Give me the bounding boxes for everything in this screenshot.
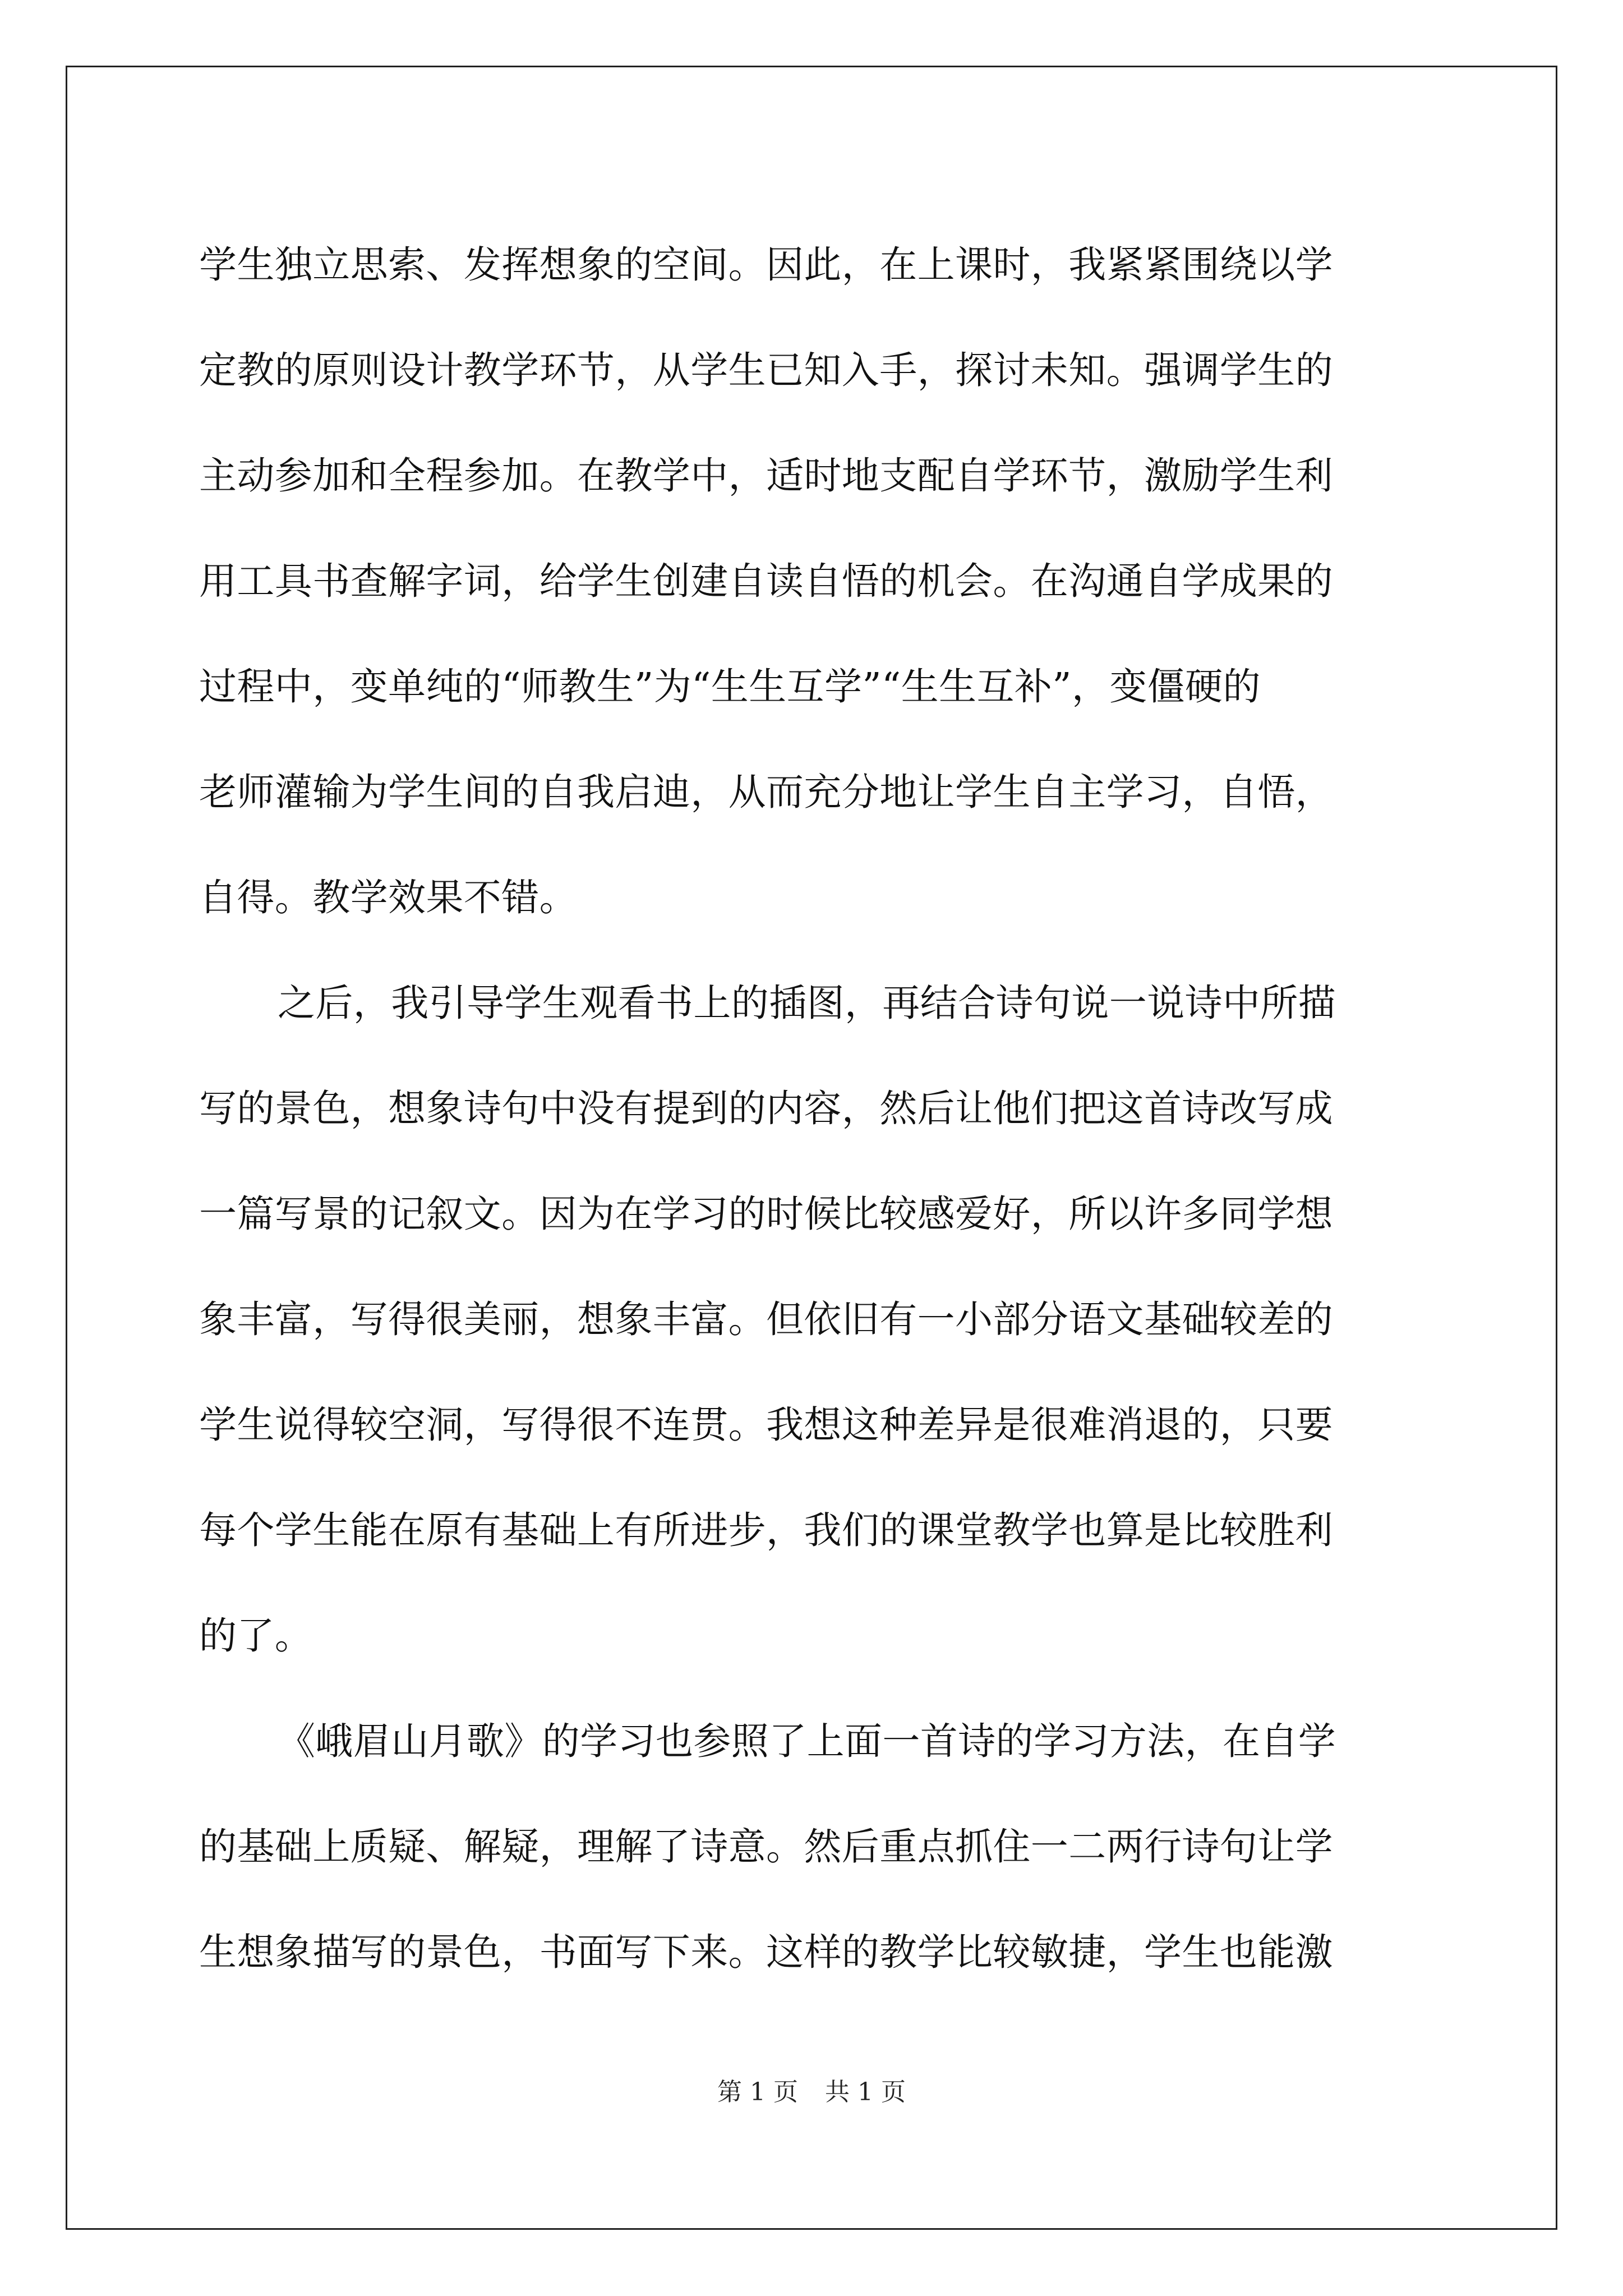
text-line: 每个学生能在原有基础上有所进步，我们的课堂教学也算是比较胜利 xyxy=(199,1508,1333,1552)
text-line: 生想象描写的景色，书面写下来。这样的教学比较敏捷，学生也能激 xyxy=(199,1930,1333,1974)
paragraph-first-line: 之后，我引导学生观看书上的插图，再结合诗句说一说诗中所描 xyxy=(278,981,1336,1025)
text-line: 用工具书查解字词，给学生创建自读自悟的机会。在沟通自学成果的 xyxy=(199,559,1333,603)
text-line: 老师灌输为学生间的自我启迪，从而充分地让学生自主学习，自悟， xyxy=(199,770,1333,814)
text-line: 自得。教学效果不错。 xyxy=(199,876,577,919)
text-line: 一篇写景的记叙文。因为在学习的时候比较感爱好，所以许多同学想 xyxy=(199,1192,1333,1236)
page-footer xyxy=(0,2076,1623,2109)
text-line: 主动参加和全程参加。在教学中，适时地支配自学环节，激励学生利 xyxy=(199,454,1333,498)
text-line: 写的景色，想象诗句中没有提到的内容，然后让他们把这首诗改写成 xyxy=(199,1087,1333,1130)
text-line: 的基础上质疑、解疑，理解了诗意。然后重点抓住一二两行诗句让学 xyxy=(199,1825,1333,1869)
document-body xyxy=(199,212,1423,2005)
text-line: 的了。 xyxy=(199,1614,313,1658)
page-number: 第 1 页 xyxy=(717,2078,798,2106)
text-line: 定教的原则设计教学环节，从学生已知入手，探讨未知。强调学生的 xyxy=(199,348,1333,392)
text-line: 学生说得较空洞，写得很不连贯。我想这种差异是很难消退的，只要 xyxy=(199,1403,1333,1447)
paragraph-first-line: 《峨眉山月歌》的学习也参照了上面一首诗的学习方法，在自学 xyxy=(278,1719,1336,1763)
text-line: 过程中，变单纯的“师教生”为“生生互学”“生生互补”，变僵硬的 xyxy=(199,665,1261,708)
text-line: 象丰富，写得很美丽，想象丰富。但依旧有一小部分语文基础较差的 xyxy=(199,1297,1333,1341)
page-total: 共 1 页 xyxy=(825,2078,906,2106)
text-line: 学生独立思索、发挥想象的空间。因此，在上课时，我紧紧围绕以学 xyxy=(199,243,1333,287)
